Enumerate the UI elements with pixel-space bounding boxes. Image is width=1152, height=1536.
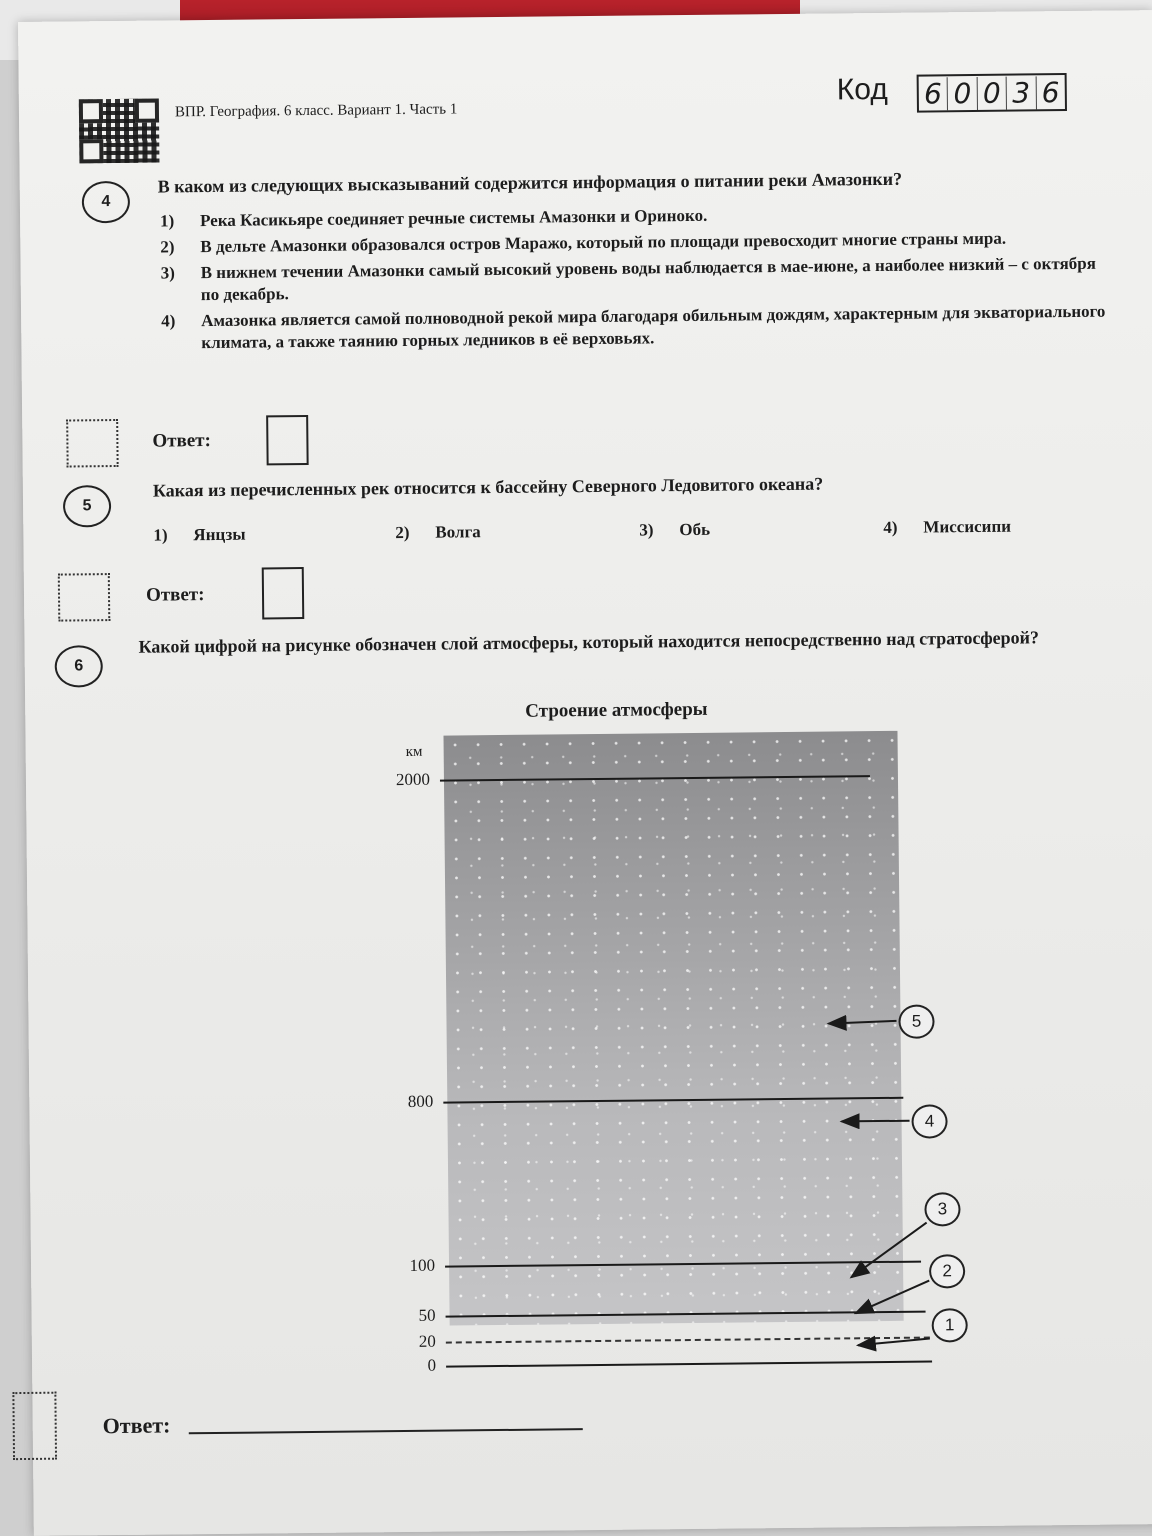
tick-100: 100 [409,1255,436,1275]
unit-label: км [405,743,423,760]
layer-marker-2: 2 [929,1254,965,1288]
option-number: 3) [160,263,175,283]
option-number: 1) [159,211,175,231]
arrow-3 [851,1223,928,1278]
header-title: ВПР. География. 6 класс. Вариант 1. Часть 1 [174,101,458,121]
question-6-text: Какой цифрой на рисунке обозначен слой атмосферы, который находится непосредственно над стратосферой? [138,627,1040,657]
arrow-4 [842,1121,910,1122]
option-text: В нижнем течении Амазонки самый высокий уровень воды наблюдается в мае-июне, а наиболее низкий – с октября по декабрь. [200,253,1096,305]
option-number: 2) [395,522,410,543]
code-digit: 3 [1007,76,1037,109]
tick-2000: 2000 [395,769,431,790]
worksheet [18,10,1152,1536]
code-digit: 0 [977,76,1007,109]
tick-0: 0 [427,1355,437,1375]
question-5-text: Какая из перечисленных рек относится к бассейну Северного Ледовитого океана? [152,473,824,501]
arrow-1 [858,1339,930,1346]
question-number-6: 6 [55,645,103,688]
layer-marker-3: 3 [924,1192,960,1226]
layer-marker-1: 1 [932,1308,968,1342]
answer-label-6: Ответ: [102,1412,171,1439]
tick-50: 50 [418,1305,436,1325]
layer-marker-4: 4 [911,1104,947,1138]
answer-line-6[interactable] [189,1428,583,1434]
option-text: Янцзы [193,524,246,545]
question-number-4: 4 [82,181,130,224]
option-number: 3) [639,520,654,540]
leader-arrows [18,10,1152,1422]
arrow-5 [829,1021,897,1024]
option-number: 4) [161,311,176,331]
option-text: Миссисипи [923,516,1012,537]
option-text: Река Касикьяре соединяет речные системы Амазонки и Ориноко. [199,205,708,231]
answer-label-4: Ответ: [152,430,211,452]
option-number: 4) [883,517,898,537]
code-digit: 6 [919,77,949,110]
option-number: 2) [160,237,175,257]
question-4-text: В каком из следующих высказываний содержится информация о питании реки Амазонки? [157,168,903,197]
arrow-2 [855,1281,929,1314]
tick-20: 20 [418,1331,436,1351]
question-number-5: 5 [63,485,111,528]
option-text: Волга [435,522,481,542]
figure-title: Строение атмосферы [525,698,708,722]
answer-label-5: Ответ: [145,584,205,606]
code-label: Код [836,72,888,107]
option-text: Амазонка является самой полноводной рекой мира благодаря обильным дождям, характерным для экваториального климата, а также таянию горных ледников в её верховьях. [201,301,1106,353]
tick-800: 800 [407,1091,434,1111]
layer-marker-5: 5 [898,1004,934,1038]
code-digit: 6 [1041,75,1060,109]
code-digit: 0 [948,76,978,109]
option-number: 1) [153,525,168,545]
option-text: Обь [679,519,711,540]
score-box-6 [12,1392,57,1460]
option-text: В дельте Амазонки образовался остров Маражо, который по площади превосходит многие страны мира. [200,228,1007,257]
